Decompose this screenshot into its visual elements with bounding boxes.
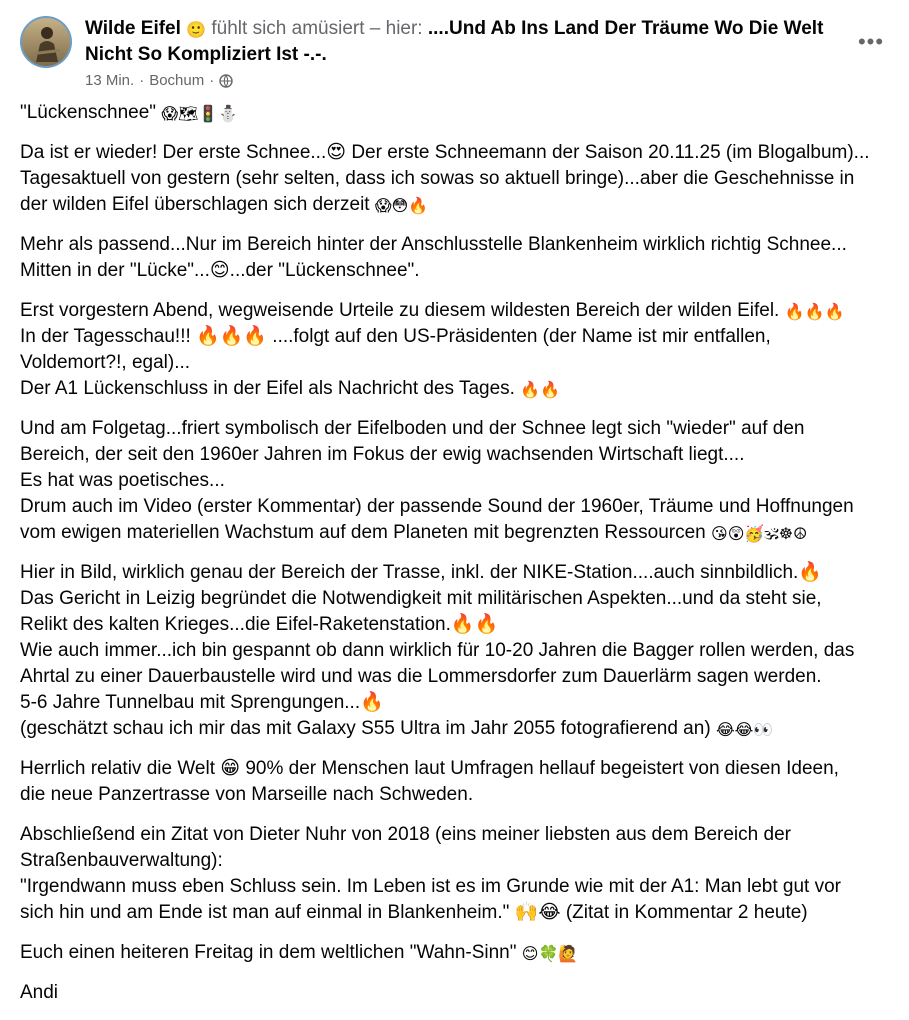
post-line (20, 638, 890, 664)
emoji-group: 😱🗺🚦⛄ (161, 104, 239, 123)
avatar[interactable] (20, 16, 72, 68)
post-line (20, 258, 890, 284)
post-line-text: 5-6 Jahre Tunnelbau mit Sprengungen...🔥 (20, 692, 384, 713)
post-line (20, 192, 890, 218)
post-line-text: "Lückenschnee" (20, 102, 157, 123)
post-line-text: vom ewigen materiellen Wachstum auf dem Planeten mit begrenzten Ressourcen (20, 522, 706, 543)
emoji-group: 🔥🔥 (520, 380, 561, 399)
post-paragraph (20, 560, 890, 742)
post-line (20, 416, 890, 442)
post-paragraph (20, 980, 890, 1006)
post-line-text: Andi (20, 982, 59, 1003)
post-line (20, 166, 890, 192)
post-line-text: Herrlich relativ die Welt 😁 90% der Menschen laut Umfragen hellauf begeistert von diesen Ideen, (20, 758, 839, 779)
post-line (20, 350, 890, 376)
post-body (20, 100, 890, 1020)
author-name[interactable]: Wilde Eifel (85, 18, 181, 39)
emoji-group: 😂😂👀 (715, 720, 774, 739)
post-line-text: Straßenbauverwaltung): (20, 850, 223, 871)
post-line (20, 468, 890, 494)
post-line (20, 324, 890, 350)
post-line (20, 494, 890, 520)
post-line-text: Abschließend ein Zitat von Dieter Nuhr von 2018 (eins meiner liebsten aus dem Bereich der (20, 824, 791, 845)
post-line-text: Der A1 Lückenschluss in der Eifel als Nachricht des Tages. (20, 378, 515, 399)
post-line-text: Erst vorgestern Abend, wegweisende Urteile zu diesem wildesten Bereich der wilden Eifel. (20, 300, 780, 321)
post-paragraph (20, 822, 890, 926)
post-line (20, 232, 890, 258)
globe-icon[interactable] (219, 74, 233, 88)
post-line (20, 874, 890, 900)
post-line-text: Wie auch immer...ich bin gespannt ob dann wirklich für 10-20 Jahren die Bagger rollen werden, das (20, 640, 855, 661)
post-line-text: Tagesaktuell von gestern (sehr selten, dass ich sowas so aktuell bringe)...aber die Geschehnisse in (20, 168, 855, 189)
post-line-text: Da ist er wieder! Der erste Schnee...😍 Der erste Schneemann der Saison 20.11.25 (im Blogalbum)... (20, 142, 870, 163)
activity-text: fühlt sich amüsiert – hier: (211, 18, 423, 39)
post-line-text: Euch einen heiteren Freitag in dem weltlichen "Wahn-Sinn" (20, 942, 517, 963)
post-line-text: Das Gericht in Leizig begründet die Notwendigkeit mit militärischen Aspekten...und da steht sie, (20, 588, 822, 609)
post-line-text: Und am Folgetag...friert symbolisch der Eifelboden und der Schnee legt sich "wieder" auf den (20, 418, 805, 439)
post-paragraph (20, 416, 890, 546)
feeling-emoji: 🙂 (186, 20, 207, 39)
more-options-button[interactable]: ••• (857, 29, 885, 54)
post-line (20, 376, 890, 402)
post-line (20, 822, 890, 848)
emoji-group: 😱😳🔥 (374, 196, 429, 215)
post-line-text: (geschätzt schau ich mir das mit Galaxy S55 Ultra im Jahr 2055 fotografierend an) (20, 718, 711, 739)
post-line (20, 980, 890, 1006)
post-line-text: "Irgendwann muss eben Schluss sein. Im Leben ist es im Grunde wie mit der A1: Man lebt gut vor (20, 876, 841, 897)
post-line-text: Mitten in der "Lücke"...😊...der "Lückenschnee". (20, 260, 420, 281)
post-paragraph (20, 100, 890, 126)
post-line (20, 140, 890, 166)
post-line (20, 612, 890, 638)
post-line (20, 900, 890, 926)
meta-separator: · (209, 72, 215, 89)
post-line (20, 560, 890, 586)
post-line (20, 756, 890, 782)
post-time[interactable]: 13 Min. (85, 72, 135, 89)
post-line (20, 442, 890, 468)
post-line-text: Mehr als passend...Nur im Bereich hinter der Anschlusstelle Blankenheim wirklich richtig Schnee... (20, 234, 847, 255)
post-line-text: Ahrtal zu einer Dauerbaustelle wird und was die Lommersdorfer zum Dauerlärm sagen werden. (20, 666, 822, 687)
post-paragraph (20, 232, 890, 284)
location-link[interactable]: ....Und Ab Ins Land Der Träume Wo Die Welt Nicht So Kompliziert Ist -.-. (85, 18, 824, 65)
post-paragraph (20, 140, 890, 218)
post-line (20, 716, 890, 742)
post-line (20, 848, 890, 874)
post-header (20, 16, 889, 96)
meta-separator: · (139, 72, 145, 89)
post-line-text: In der Tagesschau!!! 🔥🔥🔥 ....folgt auf den US-Präsidenten (der Name ist mir entfallen, (20, 326, 771, 347)
emoji-group: 😘😲🥳🕉☸☮ (711, 524, 808, 543)
post-paragraph (20, 756, 890, 808)
post-line-text: Relikt des kalten Krieges...die Eifel-Raketenstation.🔥🔥 (20, 614, 499, 635)
post-paragraph (20, 298, 890, 402)
post-line (20, 664, 890, 690)
header-line (85, 16, 855, 68)
post-line (20, 940, 890, 966)
emoji-group: 😊🍀🙋 (521, 944, 579, 963)
post-line-text: der wilden Eifel überschlagen sich derzeit (20, 194, 370, 215)
post-line-text: Voldemort?!, egal)... (20, 352, 191, 373)
post-line-text: sich hin und am Ende ist man auf einmal in Blankenheim." 🙌😂 (Zitat in Kommentar 2 heute) (20, 902, 808, 923)
emoji-group: 🔥🔥🔥 (784, 302, 845, 321)
post-line-text: Drum auch im Video (erster Kommentar) der passende Sound der 1960er, Träume und Hoffnungen (20, 496, 854, 517)
post-meta (85, 72, 855, 89)
post-line-text: Bereich, der seit den 1960er Jahren im Fokus der ewig wachsenden Wirtschaft liegt.... (20, 444, 745, 465)
post-line (20, 586, 890, 612)
avatar-image (20, 16, 72, 68)
post-line (20, 782, 890, 808)
post-line (20, 298, 890, 324)
header-text (85, 16, 855, 89)
post-line (20, 520, 890, 546)
post-place[interactable]: Bochum (149, 72, 205, 89)
post-line-text: die neue Panzertrasse von Marseille nach Schweden. (20, 784, 474, 805)
post-line-text: Es hat was poetisches... (20, 470, 225, 491)
post-line (20, 690, 890, 716)
post-paragraph (20, 940, 890, 966)
post-line (20, 100, 890, 126)
post-line-text: Hier in Bild, wirklich genau der Bereich der Trasse, inkl. der NIKE-Station....auch sinnbildlich.🔥 (20, 562, 822, 583)
